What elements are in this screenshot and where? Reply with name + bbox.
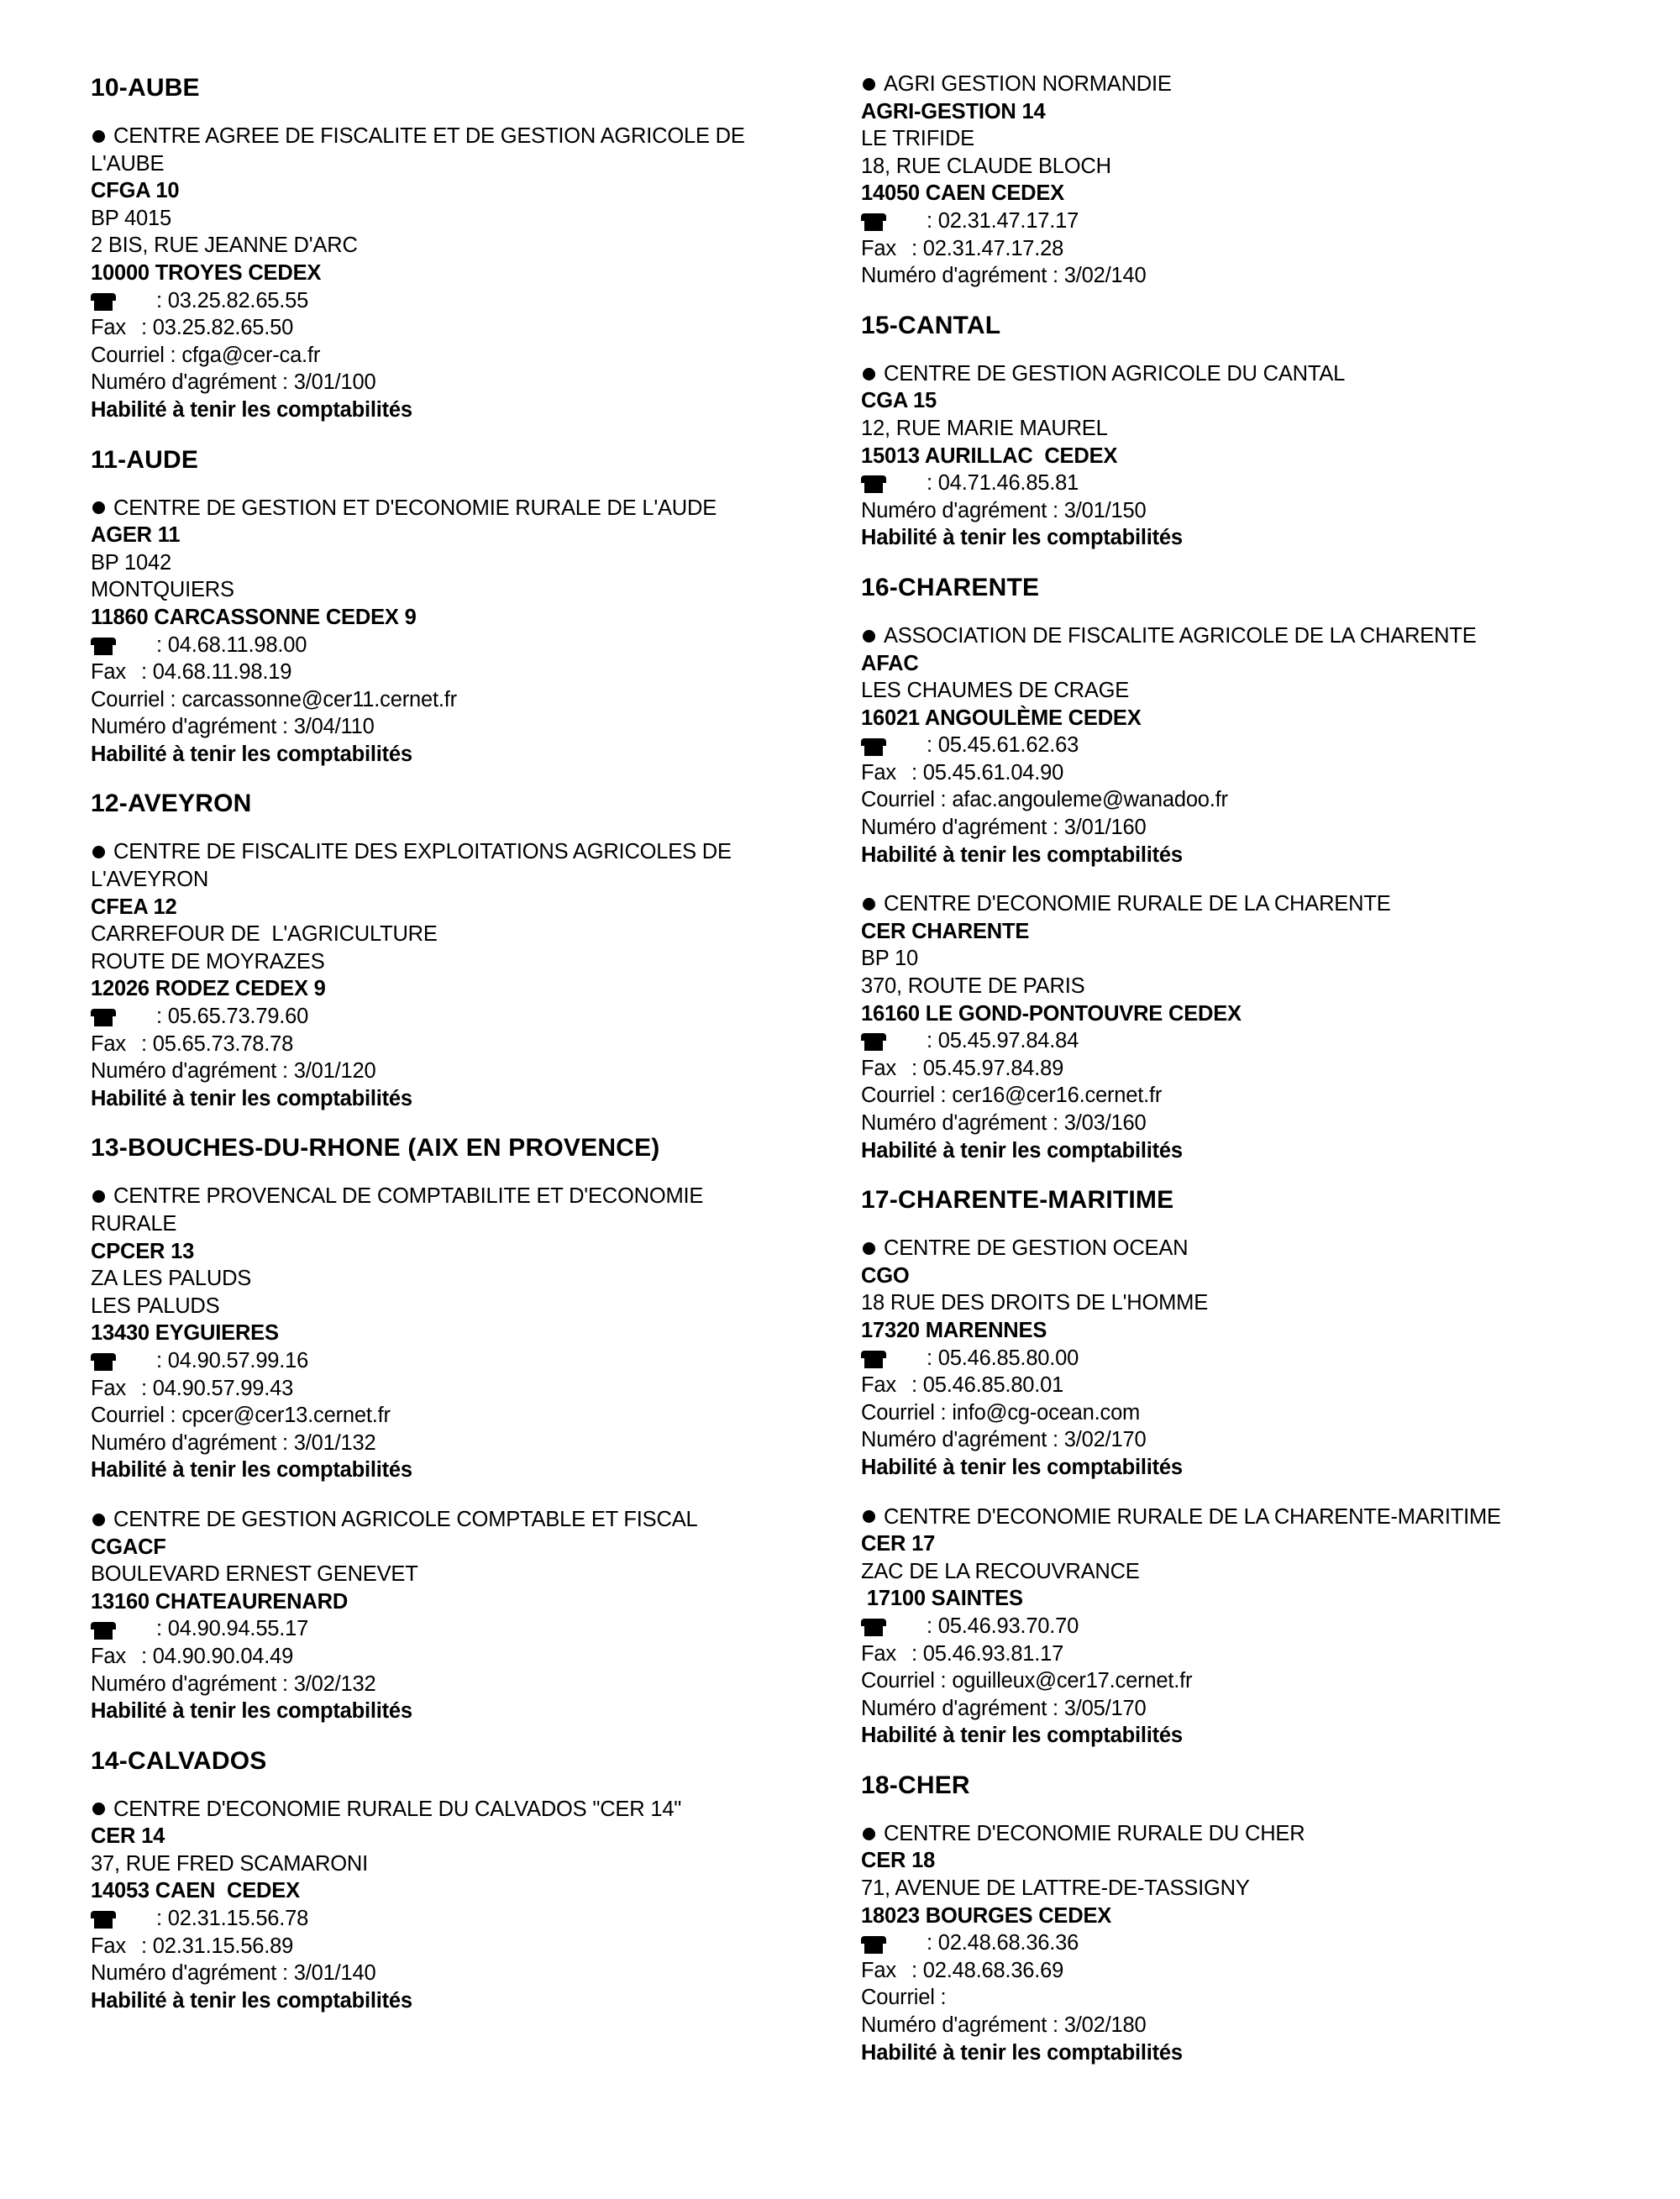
telephone-number: : 03.25.82.65.55 — [156, 288, 309, 312]
fax-line — [861, 1055, 1617, 1083]
center-name — [861, 1504, 1617, 1531]
center-name-text: ASSOCIATION DE FISCALITE AGRICOLE DE LA CHARENTE — [884, 623, 1477, 648]
department-section — [861, 312, 1617, 552]
city-line: 18023 BOURGES CEDEX — [861, 1903, 1112, 1928]
center-name — [91, 150, 830, 178]
center-entry — [861, 1820, 1617, 2066]
telephone-icon — [861, 1619, 886, 1635]
address-line: ROUTE DE MOYRAZES — [91, 949, 325, 974]
department-section — [91, 1747, 830, 2015]
telephone-icon — [91, 1009, 116, 1026]
city-line: 13160 CHATEAURENARD — [91, 1589, 349, 1614]
city-line: 14050 CAEN CEDEX — [861, 181, 1064, 206]
email-line: Courriel : oguilleux@cer17.cernet.fr — [861, 1669, 1193, 1693]
center-acronym: CER 14 — [91, 1824, 165, 1849]
address-line: 370, ROUTE DE PARIS — [861, 974, 1085, 999]
city-line: 17320 MARENNES — [861, 1318, 1047, 1342]
center-name-text: CENTRE D'ECONOMIE RURALE DE LA CHARENTE — [884, 892, 1391, 916]
address-line: 18, RUE CLAUDE BLOCH — [861, 154, 1111, 178]
fax-number: : 02.48.68.36.69 — [911, 1958, 1064, 1982]
department-title: 11-AUDE — [91, 445, 199, 474]
fax-number: : 04.90.57.99.43 — [141, 1376, 294, 1400]
telephone-line — [91, 1003, 830, 1031]
fax-label: Fax — [861, 1641, 896, 1666]
agrement-line: Numéro d'agrément : 3/04/110 — [91, 715, 375, 739]
city-line: 12026 RODEZ CEDEX 9 — [91, 977, 326, 1001]
department-title: 15-CANTAL — [861, 311, 1001, 339]
fax-line — [91, 314, 830, 342]
fax-label: Fax — [91, 1644, 126, 1668]
telephone-number: : 05.46.85.80.00 — [927, 1346, 1079, 1370]
center-name-text: CENTRE DE GESTION AGRICOLE COMPTABLE ET FISCAL — [113, 1507, 698, 1531]
fax-number: : 04.90.90.04.49 — [141, 1644, 294, 1668]
address-line: 18 RUE DES DROITS DE L'HOMME — [861, 1291, 1209, 1315]
center-name — [861, 622, 1617, 650]
city-line: 11860 CARCASSONNE CEDEX 9 — [91, 605, 417, 629]
telephone-line — [91, 287, 830, 315]
agrement-line: Numéro d'agrément : 3/03/160 — [861, 1111, 1147, 1135]
fax-label: Fax — [861, 236, 896, 260]
telephone-number: : 05.45.97.84.84 — [927, 1029, 1079, 1053]
department-section — [861, 1186, 1617, 1750]
telephone-icon — [861, 213, 886, 230]
habilite-line: Habilité à tenir les comptabilités — [861, 1138, 1183, 1162]
center-name-text: CENTRE DE GESTION AGRICOLE DU CANTAL — [884, 361, 1346, 386]
department-title: 16-CHARENTE — [861, 573, 1040, 601]
fax-line — [861, 1957, 1617, 1985]
department-section — [91, 790, 830, 1112]
fax-line — [861, 1372, 1617, 1399]
bullet-dot-icon — [92, 846, 105, 858]
center-entry — [91, 838, 830, 1112]
bullet-dot-icon — [863, 78, 875, 91]
center-entry — [861, 71, 1617, 290]
fax-number: : 04.68.11.98.19 — [141, 660, 292, 685]
address-line: CARREFOUR DE L'AGRICULTURE — [91, 922, 438, 947]
telephone-icon — [91, 638, 116, 654]
department-section — [861, 71, 1617, 290]
center-entry — [861, 1504, 1617, 1750]
telephone-icon — [91, 293, 116, 310]
city-line: 17100 SAINTES — [861, 1587, 1023, 1611]
telephone-number: : 02.31.15.56.78 — [156, 1907, 309, 1931]
center-name — [91, 1210, 830, 1238]
habilite-line: Habilité à tenir les comptabilités — [861, 526, 1183, 550]
center-name — [91, 866, 830, 894]
center-name-text: CENTRE D'ECONOMIE RURALE DU CHER — [884, 1821, 1305, 1845]
fax-line — [91, 659, 830, 686]
telephone-icon — [91, 1911, 116, 1928]
department-section — [91, 74, 830, 424]
center-acronym: CGO — [861, 1263, 910, 1288]
email-line: Courriel : carcassonne@cer11.cernet.fr — [91, 687, 457, 711]
email-line: Courriel : cpcer@cer13.cernet.fr — [91, 1404, 391, 1428]
center-entry — [91, 123, 830, 424]
fax-line — [861, 235, 1617, 263]
center-acronym: CER 18 — [861, 1849, 936, 1873]
address-line: ZAC DE LA RECOUVRANCE — [861, 1559, 1140, 1583]
fax-number: : 05.45.97.84.89 — [911, 1056, 1064, 1080]
telephone-number: : 05.46.93.70.70 — [927, 1614, 1079, 1638]
address-line: 71, AVENUE DE LATTRE-DE-TASSIGNY — [861, 1876, 1250, 1901]
address-line: ZA LES PALUDS — [91, 1267, 252, 1291]
telephone-icon — [861, 1936, 886, 1953]
address-line: LES PALUDS — [91, 1294, 220, 1318]
telephone-line — [861, 1345, 1617, 1372]
department-section — [861, 574, 1617, 1164]
telephone-line — [91, 1905, 830, 1933]
address-line: LES CHAUMES DE CRAGE — [861, 679, 1130, 703]
address-line: BP 4015 — [91, 206, 171, 230]
habilite-line: Habilité à tenir les comptabilités — [861, 1455, 1183, 1479]
bullet-dot-icon — [863, 368, 875, 380]
center-acronym: CFEA 12 — [91, 895, 177, 919]
center-name — [861, 1820, 1617, 1848]
habilite-line: Habilité à tenir les comptabilités — [861, 842, 1183, 867]
telephone-line — [861, 207, 1617, 235]
agrement-line: Numéro d'agrément : 3/01/132 — [91, 1430, 376, 1455]
city-line: 16160 LE GOND-PONTOUVRE CEDEX — [861, 1001, 1242, 1026]
center-entry — [861, 360, 1617, 552]
address-line: MONTQUIERS — [91, 578, 234, 602]
telephone-icon — [861, 1351, 886, 1367]
agrement-line: Numéro d'agrément : 3/05/170 — [861, 1696, 1147, 1720]
habilite-line: Habilité à tenir les comptabilités — [91, 1458, 412, 1483]
email-line: Courriel : afac.angouleme@wanadoo.fr — [861, 788, 1228, 812]
email-line: Courriel : cfga@cer-ca.fr — [91, 343, 321, 367]
telephone-icon — [91, 1622, 116, 1639]
bullet-dot-icon — [863, 630, 875, 643]
center-acronym: AFAC — [861, 651, 919, 675]
department-title: 10-AUBE — [91, 74, 200, 102]
telephone-line — [91, 1615, 830, 1643]
habilite-line: Habilité à tenir les comptabilités — [861, 2040, 1183, 2065]
telephone-number: : 05.45.61.62.63 — [927, 733, 1079, 758]
center-name-text: CENTRE DE GESTION ET D'ECONOMIE RURALE DE L'AUDE — [113, 496, 717, 520]
telephone-icon — [861, 1033, 886, 1050]
department-title: 12-AVEYRON — [91, 790, 252, 818]
address-line: BOULEVARD ERNEST GENEVET — [91, 1562, 418, 1587]
fax-line — [91, 1031, 830, 1058]
email-line: Courriel : — [861, 1986, 947, 2010]
address-line: 37, RUE FRED SCAMARONI — [91, 1851, 368, 1876]
center-name-text: L'AVEYRON — [91, 868, 209, 892]
center-name — [861, 1235, 1617, 1262]
telephone-number: : 02.31.47.17.17 — [927, 208, 1079, 233]
department-title: 14-CALVADOS — [91, 1746, 267, 1775]
center-acronym: CFGA 10 — [91, 179, 180, 203]
fax-number: : 05.65.73.78.78 — [141, 1031, 294, 1056]
center-acronym: CGACF — [91, 1535, 166, 1559]
agrement-line: Numéro d'agrément : 3/01/100 — [91, 370, 376, 395]
telephone-line — [861, 1027, 1617, 1055]
center-name-text: CENTRE D'ECONOMIE RURALE DE LA CHARENTE-MARITIME — [884, 1504, 1501, 1529]
fax-number: : 02.31.47.17.28 — [911, 236, 1064, 260]
telephone-number: : 04.90.94.55.17 — [156, 1617, 309, 1641]
fax-line — [861, 1640, 1617, 1668]
bullet-dot-icon — [92, 1803, 105, 1815]
center-name-text: CENTRE D'ECONOMIE RURALE DU CALVADOS "CER 14" — [113, 1797, 682, 1821]
telephone-number: : 04.90.57.99.16 — [156, 1348, 309, 1372]
bullet-dot-icon — [863, 1242, 875, 1255]
bullet-dot-icon — [92, 130, 105, 143]
fax-number: : 03.25.82.65.50 — [141, 316, 294, 340]
address-line: 12, RUE MARIE MAUREL — [861, 416, 1108, 440]
agrement-line: Numéro d'agrément : 3/01/140 — [91, 1961, 376, 1986]
telephone-number: : 04.68.11.98.00 — [156, 632, 307, 657]
fax-line — [91, 1375, 830, 1403]
center-acronym: CER CHARENTE — [861, 919, 1030, 943]
fax-label: Fax — [861, 1958, 896, 1982]
telephone-icon — [861, 738, 886, 755]
telephone-icon — [861, 475, 886, 492]
address-line: 2 BIS, RUE JEANNE D'ARC — [91, 234, 358, 258]
center-acronym: CPCER 13 — [91, 1239, 195, 1263]
city-line: 14053 CAEN CEDEX — [91, 1879, 300, 1903]
telephone-line — [861, 470, 1617, 497]
telephone-line — [861, 1929, 1617, 1957]
habilite-line: Habilité à tenir les comptabilités — [91, 397, 412, 422]
center-name-text: CENTRE DE FISCALITE DES EXPLOITATIONS AGRICOLES DE — [113, 840, 732, 864]
fax-label: Fax — [861, 1373, 896, 1398]
center-name-text: CENTRE DE GESTION OCEAN — [884, 1236, 1189, 1261]
city-line: 10000 TROYES CEDEX — [91, 260, 322, 285]
fax-line — [91, 1933, 830, 1960]
habilite-line: Habilité à tenir les comptabilités — [91, 1699, 412, 1724]
center-entry — [91, 1183, 830, 1484]
agrement-line: Numéro d'agrément : 3/01/150 — [861, 498, 1147, 522]
fax-label: Fax — [91, 1031, 126, 1056]
habilite-line: Habilité à tenir les comptabilités — [91, 1086, 412, 1110]
telephone-icon — [91, 1353, 116, 1370]
department-section — [91, 446, 830, 769]
bullet-dot-icon — [863, 898, 875, 911]
agrement-line: Numéro d'agrément : 3/01/120 — [91, 1059, 376, 1084]
email-line: Courriel : info@cg-ocean.com — [861, 1400, 1141, 1425]
center-name — [91, 1796, 830, 1824]
department-section — [91, 1134, 830, 1724]
bullet-dot-icon — [863, 1510, 875, 1523]
right-column — [861, 0, 1617, 2088]
agrement-line: Numéro d'agrément : 3/01/160 — [861, 816, 1147, 840]
center-entry — [91, 495, 830, 769]
fax-label: Fax — [91, 1934, 126, 1958]
bullet-dot-icon — [863, 1828, 875, 1840]
fax-line — [91, 1643, 830, 1671]
center-acronym: CER 17 — [861, 1532, 936, 1556]
telephone-number: : 02.48.68.36.36 — [927, 1931, 1079, 1955]
telephone-line — [91, 632, 830, 659]
city-line: 16021 ANGOULÈME CEDEX — [861, 706, 1142, 730]
fax-label: Fax — [861, 1056, 896, 1080]
center-name-text: CENTRE AGREE DE FISCALITE ET DE GESTION AGRICOLE DE — [113, 124, 745, 148]
agrement-line: Numéro d'agrément : 3/02/170 — [861, 1428, 1147, 1452]
center-entry — [861, 622, 1617, 869]
habilite-line: Habilité à tenir les comptabilités — [91, 1988, 412, 2013]
center-acronym: CGA 15 — [861, 389, 937, 413]
agrement-line: Numéro d'agrément : 3/02/180 — [861, 2013, 1147, 2038]
left-column — [91, 0, 830, 2036]
department-title: 17-CHARENTE-MARITIME — [861, 1186, 1174, 1215]
bullet-dot-icon — [92, 501, 105, 514]
department-section — [861, 1771, 1617, 2066]
fax-label: Fax — [91, 1376, 126, 1400]
bullet-dot-icon — [92, 1514, 105, 1526]
center-name-text: AGRI GESTION NORMANDIE — [884, 72, 1172, 96]
center-name — [91, 123, 830, 150]
address-line: BP 10 — [861, 947, 919, 971]
address-line: BP 1042 — [91, 550, 171, 575]
center-acronym: AGER 11 — [91, 523, 181, 548]
fax-number: : 05.46.85.80.01 — [911, 1373, 1064, 1398]
center-entry — [91, 1796, 830, 2015]
telephone-line — [91, 1347, 830, 1375]
center-name — [91, 838, 830, 866]
fax-line — [861, 759, 1617, 787]
center-name — [91, 1506, 830, 1534]
center-name — [861, 890, 1617, 918]
agrement-line: Numéro d'agrément : 3/02/140 — [861, 264, 1147, 288]
fax-number: : 05.46.93.81.17 — [911, 1641, 1064, 1666]
center-name — [91, 495, 830, 522]
telephone-line — [861, 732, 1617, 759]
center-entry — [861, 890, 1617, 1164]
center-entry — [861, 1235, 1617, 1481]
department-title: 13-BOUCHES-DU-RHONE (AIX EN PROVENCE) — [91, 1134, 660, 1162]
agrement-line: Numéro d'agrément : 3/02/132 — [91, 1672, 376, 1696]
center-acronym: AGRI-GESTION 14 — [861, 99, 1046, 123]
email-line: Courriel : cer16@cer16.cernet.fr — [861, 1084, 1163, 1108]
city-line: 15013 AURILLAC CEDEX — [861, 443, 1118, 468]
center-entry — [91, 1506, 830, 1725]
telephone-line — [861, 1613, 1617, 1640]
fax-label: Fax — [91, 316, 126, 340]
center-name — [861, 360, 1617, 388]
bullet-dot-icon — [92, 1190, 105, 1203]
fax-label: Fax — [861, 760, 896, 785]
telephone-number: : 04.71.46.85.81 — [927, 471, 1079, 496]
center-name — [91, 1183, 830, 1210]
fax-number: : 05.45.61.04.90 — [911, 760, 1064, 785]
center-name-text: RURALE — [91, 1212, 177, 1236]
fax-label: Fax — [91, 660, 126, 685]
center-name — [861, 71, 1617, 98]
city-line: 13430 EYGUIERES — [91, 1321, 279, 1346]
center-name-text: CENTRE PROVENCAL DE COMPTABILITE ET D'ECONOMIE — [113, 1184, 704, 1209]
department-title: 18-CHER — [861, 1771, 970, 1799]
fax-number: : 02.31.15.56.89 — [141, 1934, 294, 1958]
address-line: LE TRIFIDE — [861, 127, 974, 151]
telephone-number: : 05.65.73.79.60 — [156, 1005, 309, 1029]
habilite-line: Habilité à tenir les comptabilités — [861, 1724, 1183, 1748]
habilite-line: Habilité à tenir les comptabilités — [91, 742, 412, 766]
center-name-text: L'AUBE — [91, 151, 165, 176]
